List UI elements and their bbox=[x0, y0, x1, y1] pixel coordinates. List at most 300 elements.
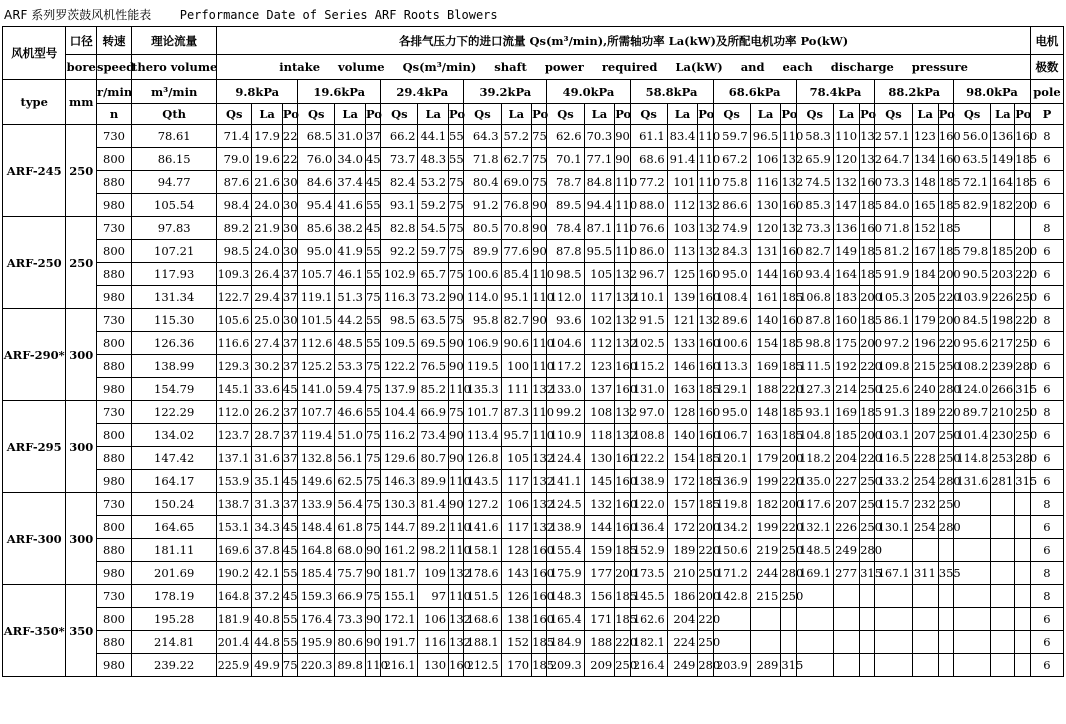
po-cell: 160 bbox=[698, 263, 713, 286]
po-cell: 200 bbox=[938, 309, 953, 332]
flow-cell: 117.93 bbox=[132, 263, 217, 286]
la-cell: 66.9 bbox=[335, 585, 366, 608]
la-cell: 80.7 bbox=[418, 447, 449, 470]
header-motor-cn: 电机 bbox=[1030, 27, 1063, 55]
qs-cell: 216.4 bbox=[630, 654, 667, 677]
po-cell: 90 bbox=[365, 608, 380, 631]
qs-cell: 81.2 bbox=[875, 240, 912, 263]
la-cell: 163 bbox=[750, 424, 781, 447]
pole-cell: 6 bbox=[1030, 631, 1063, 654]
qs-cell: 117.2 bbox=[547, 355, 584, 378]
po-cell: 110 bbox=[532, 424, 547, 447]
header-flow-sym: Qth bbox=[132, 104, 217, 125]
model-name: ARF-250 bbox=[3, 217, 66, 309]
po-cell: 110 bbox=[698, 148, 713, 171]
pole-cell: 6 bbox=[1030, 263, 1063, 286]
po-cell: 160 bbox=[615, 470, 630, 493]
header-flow-cn: 理论流量 bbox=[132, 27, 217, 55]
la-cell: 205 bbox=[912, 286, 938, 309]
po-cell: 90 bbox=[365, 539, 380, 562]
po-cell bbox=[860, 654, 875, 677]
qs-cell: 115.7 bbox=[875, 493, 912, 516]
qs-cell: 84.6 bbox=[298, 171, 335, 194]
subheader-po: Po bbox=[365, 104, 380, 125]
po-cell: 90 bbox=[532, 240, 547, 263]
la-cell bbox=[991, 539, 1015, 562]
qs-cell: 113.4 bbox=[464, 424, 501, 447]
la-cell: 111 bbox=[501, 378, 532, 401]
qs-cell: 78.4 bbox=[547, 217, 584, 240]
po-cell: 185 bbox=[938, 194, 953, 217]
la-cell: 53.3 bbox=[335, 355, 366, 378]
qs-cell bbox=[954, 631, 991, 654]
po-cell: 250 bbox=[1015, 424, 1031, 447]
la-cell bbox=[912, 585, 938, 608]
po-cell: 160 bbox=[860, 217, 875, 240]
la-cell: 207 bbox=[912, 424, 938, 447]
po-cell: 55 bbox=[449, 125, 464, 148]
qs-cell: 216.1 bbox=[381, 654, 418, 677]
la-cell: 30.2 bbox=[252, 355, 283, 378]
qs-cell: 145.5 bbox=[630, 585, 667, 608]
subheader-po: Po bbox=[938, 104, 953, 125]
qs-cell: 148.5 bbox=[796, 539, 833, 562]
la-cell: 152 bbox=[912, 217, 938, 240]
qs-cell: 100.6 bbox=[464, 263, 501, 286]
po-cell: 55 bbox=[365, 240, 380, 263]
qs-cell: 123.7 bbox=[217, 424, 252, 447]
la-cell: 240 bbox=[912, 378, 938, 401]
la-cell: 112 bbox=[584, 332, 615, 355]
qs-cell: 105.7 bbox=[298, 263, 335, 286]
la-cell: 227 bbox=[833, 470, 859, 493]
po-cell: 75 bbox=[282, 654, 297, 677]
po-cell: 160 bbox=[698, 355, 713, 378]
qs-cell: 143.5 bbox=[464, 470, 501, 493]
qs-cell: 181.7 bbox=[381, 562, 418, 585]
model-bore: 250 bbox=[66, 125, 97, 217]
header-speed-en: speed bbox=[97, 55, 132, 80]
subheader-qs: Qs bbox=[954, 104, 991, 125]
qs-cell bbox=[954, 654, 991, 677]
la-cell: 130 bbox=[750, 194, 781, 217]
subheader-qs: Qs bbox=[796, 104, 833, 125]
po-cell: 37 bbox=[282, 447, 297, 470]
qs-cell: 95.6 bbox=[954, 332, 991, 355]
qs-cell: 169.1 bbox=[796, 562, 833, 585]
qs-cell: 124.5 bbox=[547, 493, 584, 516]
qs-cell: 119.1 bbox=[298, 286, 335, 309]
subheader-qs: Qs bbox=[630, 104, 667, 125]
flow-cell: 150.24 bbox=[132, 493, 217, 516]
la-cell: 210 bbox=[991, 401, 1015, 424]
la-cell: 75.7 bbox=[335, 562, 366, 585]
qs-cell: 70.1 bbox=[547, 148, 584, 171]
qs-cell: 115.2 bbox=[630, 355, 667, 378]
la-cell: 136 bbox=[833, 217, 859, 240]
la-cell: 143 bbox=[501, 562, 532, 585]
la-cell: 24.0 bbox=[252, 240, 283, 263]
model-bore: 300 bbox=[66, 309, 97, 401]
qs-cell: 91.5 bbox=[630, 309, 667, 332]
speed-cell: 880 bbox=[97, 447, 132, 470]
la-cell: 253 bbox=[991, 447, 1015, 470]
po-cell: 185 bbox=[615, 608, 630, 631]
qs-cell: 108.4 bbox=[713, 286, 750, 309]
qs-cell: 133.2 bbox=[875, 470, 912, 493]
po-cell: 160 bbox=[532, 562, 547, 585]
subheader-po: Po bbox=[532, 104, 547, 125]
qs-cell: 178.6 bbox=[464, 562, 501, 585]
qs-cell: 87.6 bbox=[217, 171, 252, 194]
po-cell bbox=[860, 585, 875, 608]
subheader-po: Po bbox=[282, 104, 297, 125]
performance-table bbox=[2, 26, 1064, 677]
la-cell: 46.6 bbox=[335, 401, 366, 424]
speed-cell: 880 bbox=[97, 631, 132, 654]
la-cell bbox=[833, 585, 859, 608]
qs-cell: 153.9 bbox=[217, 470, 252, 493]
table-row bbox=[3, 378, 1064, 401]
qs-cell: 148.3 bbox=[547, 585, 584, 608]
title-en: Performance Date of Series ARF Roots Blowers bbox=[179, 8, 498, 22]
la-cell: 131 bbox=[750, 240, 781, 263]
la-cell: 186 bbox=[667, 585, 698, 608]
flow-cell: 97.83 bbox=[132, 217, 217, 240]
po-cell: 160 bbox=[532, 585, 547, 608]
po-cell: 185 bbox=[615, 585, 630, 608]
pole-cell: 6 bbox=[1030, 516, 1063, 539]
la-cell: 128 bbox=[667, 401, 698, 424]
po-cell: 185 bbox=[781, 401, 796, 424]
qs-cell: 164.8 bbox=[298, 539, 335, 562]
qs-cell: 105.3 bbox=[875, 286, 912, 309]
la-cell: 188 bbox=[584, 631, 615, 654]
po-cell: 185 bbox=[938, 217, 953, 240]
la-cell: 116 bbox=[418, 631, 449, 654]
la-cell: 105 bbox=[501, 447, 532, 470]
po-cell: 55 bbox=[365, 309, 380, 332]
po-cell: 90 bbox=[615, 148, 630, 171]
header-pole-sym: P bbox=[1030, 104, 1063, 125]
speed-cell: 800 bbox=[97, 516, 132, 539]
po-cell: 90 bbox=[532, 217, 547, 240]
qs-cell: 97.0 bbox=[630, 401, 667, 424]
la-cell: 189 bbox=[912, 401, 938, 424]
po-cell: 132 bbox=[449, 608, 464, 631]
qs-cell: 127.3 bbox=[796, 378, 833, 401]
la-cell: 161 bbox=[750, 286, 781, 309]
la-cell: 192 bbox=[833, 355, 859, 378]
pressure-header: 58.8kPa bbox=[630, 80, 713, 104]
la-cell bbox=[912, 608, 938, 631]
la-cell: 56.4 bbox=[335, 493, 366, 516]
la-cell: 207 bbox=[833, 493, 859, 516]
qs-cell: 82.7 bbox=[796, 240, 833, 263]
la-cell: 144 bbox=[584, 516, 615, 539]
la-cell: 106 bbox=[501, 493, 532, 516]
po-cell bbox=[1015, 217, 1031, 240]
po-cell: 110 bbox=[449, 539, 464, 562]
po-cell: 110 bbox=[449, 470, 464, 493]
po-cell bbox=[938, 608, 953, 631]
la-cell: 37.4 bbox=[335, 171, 366, 194]
la-cell: 54.5 bbox=[418, 217, 449, 240]
po-cell: 355 bbox=[938, 562, 953, 585]
la-cell: 239 bbox=[991, 355, 1015, 378]
la-cell: 226 bbox=[833, 516, 859, 539]
flow-cell: 154.79 bbox=[132, 378, 217, 401]
po-cell: 250 bbox=[938, 424, 953, 447]
qs-cell: 93.6 bbox=[547, 309, 584, 332]
la-cell: 311 bbox=[912, 562, 938, 585]
la-cell: 185 bbox=[833, 424, 859, 447]
po-cell: 160 bbox=[781, 194, 796, 217]
table-row bbox=[3, 309, 1064, 332]
la-cell: 105 bbox=[584, 263, 615, 286]
table-row bbox=[3, 355, 1064, 378]
po-cell bbox=[860, 631, 875, 654]
po-cell: 75 bbox=[449, 401, 464, 424]
subheader-po: Po bbox=[615, 104, 630, 125]
header-speed-unit: r/min bbox=[97, 80, 132, 104]
qs-cell: 95.0 bbox=[713, 263, 750, 286]
pressure-header: 39.2kPa bbox=[464, 80, 547, 104]
la-cell: 25.0 bbox=[252, 309, 283, 332]
flow-cell: 105.54 bbox=[132, 194, 217, 217]
header-type: type bbox=[3, 80, 66, 125]
qs-cell: 101.4 bbox=[954, 424, 991, 447]
po-cell: 220 bbox=[860, 447, 875, 470]
table-row bbox=[3, 562, 1064, 585]
la-cell: 102 bbox=[584, 309, 615, 332]
flow-cell: 181.11 bbox=[132, 539, 217, 562]
qs-cell: 150.6 bbox=[713, 539, 750, 562]
la-cell: 123 bbox=[584, 355, 615, 378]
po-cell: 110 bbox=[532, 286, 547, 309]
qs-cell: 124.0 bbox=[954, 378, 991, 401]
qs-cell: 151.5 bbox=[464, 585, 501, 608]
po-cell: 45 bbox=[365, 171, 380, 194]
po-cell: 200 bbox=[860, 424, 875, 447]
qs-cell: 203.9 bbox=[713, 654, 750, 677]
qs-cell: 91.3 bbox=[875, 401, 912, 424]
qs-cell: 173.5 bbox=[630, 562, 667, 585]
la-cell: 108 bbox=[584, 401, 615, 424]
po-cell: 220 bbox=[698, 608, 713, 631]
speed-cell: 880 bbox=[97, 171, 132, 194]
la-cell: 98.2 bbox=[418, 539, 449, 562]
qs-cell: 130.1 bbox=[875, 516, 912, 539]
po-cell: 90 bbox=[449, 332, 464, 355]
la-cell: 49.9 bbox=[252, 654, 283, 677]
la-cell: 89.2 bbox=[418, 516, 449, 539]
la-cell: 254 bbox=[912, 470, 938, 493]
la-cell bbox=[833, 654, 859, 677]
qs-cell: 119.5 bbox=[464, 355, 501, 378]
po-cell: 200 bbox=[781, 493, 796, 516]
po-cell: 280 bbox=[860, 539, 875, 562]
la-cell: 106 bbox=[750, 148, 781, 171]
qs-cell: 161.2 bbox=[381, 539, 418, 562]
po-cell: 110 bbox=[615, 217, 630, 240]
po-cell: 250 bbox=[860, 493, 875, 516]
la-cell: 61.8 bbox=[335, 516, 366, 539]
la-cell: 31.0 bbox=[335, 125, 366, 148]
qs-cell: 74.9 bbox=[713, 217, 750, 240]
po-cell: 185 bbox=[860, 194, 875, 217]
flow-cell: 239.22 bbox=[132, 654, 217, 677]
po-cell: 110 bbox=[449, 378, 464, 401]
la-cell: 160 bbox=[833, 309, 859, 332]
la-cell: 103 bbox=[667, 217, 698, 240]
po-cell: 200 bbox=[781, 447, 796, 470]
po-cell: 110 bbox=[365, 654, 380, 677]
po-cell: 75 bbox=[532, 148, 547, 171]
la-cell: 63.5 bbox=[418, 309, 449, 332]
pole-cell: 6 bbox=[1030, 608, 1063, 631]
pole-cell: 6 bbox=[1030, 171, 1063, 194]
po-cell: 315 bbox=[781, 654, 796, 677]
qs-cell: 141.1 bbox=[547, 470, 584, 493]
qs-cell: 66.2 bbox=[381, 125, 418, 148]
flow-cell: 201.69 bbox=[132, 562, 217, 585]
qs-cell: 92.2 bbox=[381, 240, 418, 263]
po-cell: 250 bbox=[1015, 401, 1031, 424]
qs-cell: 95.0 bbox=[713, 401, 750, 424]
po-cell: 55 bbox=[365, 263, 380, 286]
la-cell: 46.1 bbox=[335, 263, 366, 286]
la-cell: 179 bbox=[912, 309, 938, 332]
qs-cell: 132.8 bbox=[298, 447, 335, 470]
po-cell: 37 bbox=[282, 424, 297, 447]
la-cell: 84.8 bbox=[584, 171, 615, 194]
pressure-header: 29.4kPa bbox=[381, 80, 464, 104]
la-cell bbox=[991, 631, 1015, 654]
pole-cell: 6 bbox=[1030, 424, 1063, 447]
la-cell: 214 bbox=[833, 378, 859, 401]
qs-cell: 112.0 bbox=[217, 401, 252, 424]
la-cell: 172 bbox=[667, 470, 698, 493]
qs-cell: 103.9 bbox=[954, 286, 991, 309]
po-cell: 132 bbox=[860, 125, 875, 148]
qs-cell: 122.2 bbox=[381, 355, 418, 378]
la-cell: 34.0 bbox=[335, 148, 366, 171]
qs-cell: 119.4 bbox=[298, 424, 335, 447]
la-cell: 81.4 bbox=[418, 493, 449, 516]
la-cell: 182 bbox=[991, 194, 1015, 217]
qs-cell: 201.4 bbox=[217, 631, 252, 654]
qs-cell: 138.7 bbox=[217, 493, 252, 516]
po-cell bbox=[1015, 631, 1031, 654]
po-cell: 160 bbox=[698, 332, 713, 355]
po-cell: 280 bbox=[1015, 355, 1031, 378]
flow-cell: 115.30 bbox=[132, 309, 217, 332]
po-cell bbox=[938, 585, 953, 608]
subheader-la: La bbox=[750, 104, 781, 125]
po-cell: 220 bbox=[938, 286, 953, 309]
subheader-la: La bbox=[418, 104, 449, 125]
qs-cell: 71.8 bbox=[464, 148, 501, 171]
qs-cell: 95.8 bbox=[464, 309, 501, 332]
qs-cell: 71.8 bbox=[875, 217, 912, 240]
subheader-la: La bbox=[991, 104, 1015, 125]
qs-cell: 93.4 bbox=[796, 263, 833, 286]
la-cell: 73.2 bbox=[418, 286, 449, 309]
qs-cell: 164.8 bbox=[217, 585, 252, 608]
qs-cell: 225.9 bbox=[217, 654, 252, 677]
po-cell: 160 bbox=[781, 309, 796, 332]
la-cell: 85.2 bbox=[418, 378, 449, 401]
po-cell: 90 bbox=[365, 631, 380, 654]
po-cell: 160 bbox=[615, 447, 630, 470]
po-cell: 185 bbox=[698, 493, 713, 516]
qs-cell: 109.5 bbox=[381, 332, 418, 355]
subheader-po: Po bbox=[449, 104, 464, 125]
la-cell: 106 bbox=[418, 608, 449, 631]
la-cell bbox=[912, 631, 938, 654]
la-cell: 87.3 bbox=[501, 401, 532, 424]
po-cell: 132 bbox=[532, 493, 547, 516]
qs-cell: 134.2 bbox=[713, 516, 750, 539]
po-cell: 132 bbox=[532, 378, 547, 401]
qs-cell: 98.5 bbox=[217, 240, 252, 263]
po-cell: 90 bbox=[365, 562, 380, 585]
la-cell: 37.8 bbox=[252, 539, 283, 562]
po-cell: 55 bbox=[365, 332, 380, 355]
po-cell bbox=[938, 631, 953, 654]
po-cell: 132 bbox=[781, 171, 796, 194]
table-row bbox=[3, 608, 1064, 631]
table-row bbox=[3, 447, 1064, 470]
po-cell: 90 bbox=[449, 286, 464, 309]
la-cell: 44.2 bbox=[335, 309, 366, 332]
po-cell: 132 bbox=[615, 286, 630, 309]
subheader-la: La bbox=[584, 104, 615, 125]
po-cell: 75 bbox=[365, 355, 380, 378]
table-title bbox=[4, 6, 498, 24]
la-cell: 224 bbox=[667, 631, 698, 654]
po-cell bbox=[1015, 608, 1031, 631]
qs-cell: 64.7 bbox=[875, 148, 912, 171]
qs-cell: 71.4 bbox=[217, 125, 252, 148]
pole-cell: 8 bbox=[1030, 217, 1063, 240]
po-cell: 55 bbox=[365, 401, 380, 424]
la-cell: 164 bbox=[833, 263, 859, 286]
qs-cell: 93.1 bbox=[381, 194, 418, 217]
subheader-la: La bbox=[501, 104, 532, 125]
qs-cell: 84.5 bbox=[954, 309, 991, 332]
qs-cell: 99.2 bbox=[547, 401, 584, 424]
qs-cell: 129.3 bbox=[217, 355, 252, 378]
po-cell: 110 bbox=[615, 194, 630, 217]
qs-cell: 116.6 bbox=[217, 332, 252, 355]
qs-cell: 73.7 bbox=[381, 148, 418, 171]
table-row bbox=[3, 263, 1064, 286]
pole-cell: 6 bbox=[1030, 470, 1063, 493]
speed-cell: 730 bbox=[97, 585, 132, 608]
po-cell: 250 bbox=[698, 562, 713, 585]
po-cell: 37 bbox=[282, 286, 297, 309]
model-name: ARF-290* bbox=[3, 309, 66, 401]
po-cell: 75 bbox=[365, 424, 380, 447]
la-cell: 117 bbox=[501, 516, 532, 539]
po-cell: 45 bbox=[282, 470, 297, 493]
po-cell bbox=[938, 539, 953, 562]
speed-cell: 880 bbox=[97, 263, 132, 286]
flow-cell: 195.28 bbox=[132, 608, 217, 631]
qs-cell: 122.2 bbox=[630, 447, 667, 470]
